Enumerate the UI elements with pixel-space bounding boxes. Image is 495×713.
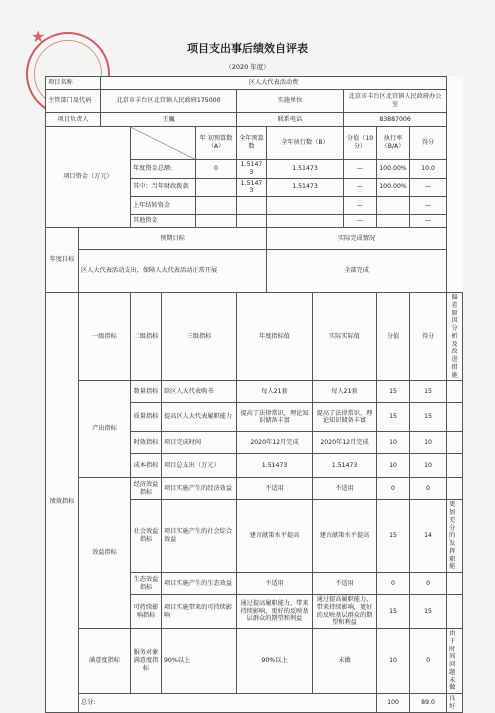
perf-target: 2020年12月完成 xyxy=(237,432,313,454)
perf-target: 提高了法律常识，理论知识储备丰富 xyxy=(237,403,313,432)
project-name-label: 项目名称 xyxy=(46,77,101,90)
funds-cell xyxy=(377,197,410,215)
total-grade: 良好 xyxy=(447,694,463,713)
dept-label: 主管部门及代码 xyxy=(46,90,101,113)
goals-actual-header: 实际完成情况 xyxy=(267,228,447,250)
perf-actual: 未做 xyxy=(313,629,377,694)
funds-cell xyxy=(237,215,267,228)
funds-cell: — xyxy=(344,215,377,228)
perf-max: 0 xyxy=(377,478,410,500)
perf-header-l1: 一级指标 xyxy=(79,293,131,381)
phone-value: 83887006 xyxy=(344,113,447,127)
perf-l1: 效益指标 xyxy=(79,478,131,629)
funds-row-label: 其中：当年财政拨款 xyxy=(131,178,196,197)
funds-row-label: 上年结转资金 xyxy=(131,197,196,215)
perf-l2: 数量指标 xyxy=(131,381,162,403)
funds-cell: 0 xyxy=(196,160,237,179)
perf-note: 更加充分的发挥职能 xyxy=(447,500,463,573)
perf-l2: 成本指标 xyxy=(131,454,162,478)
leader-value: 王巍 xyxy=(101,113,237,127)
page-title: 项目支出事后绩效自评表 xyxy=(187,42,308,55)
funds-cell xyxy=(377,215,410,228)
funds-cell: — xyxy=(344,197,377,215)
funds-cell: 100.00% xyxy=(377,178,410,197)
perf-l3: 提高区人大代表履职能力 xyxy=(162,403,237,432)
funds-row-label: 年度资金总额: xyxy=(131,160,196,179)
perf-target: 不适用 xyxy=(237,478,313,500)
leader-label: 项目负责人 xyxy=(46,113,101,127)
funds-header-exec: 全年执行数（B） xyxy=(267,127,344,160)
perf-header-max: 分值 xyxy=(377,293,410,381)
funds-row-label: 其他资金 xyxy=(131,215,196,228)
perf-score: 0 xyxy=(410,629,447,694)
perf-actual: 不适用 xyxy=(313,478,377,500)
funds-cell xyxy=(267,197,344,215)
funds-cell xyxy=(196,178,237,197)
funds-cell: — xyxy=(410,215,447,228)
perf-l1: 产出指标 xyxy=(79,381,131,478)
funds-cell: 1.51473 xyxy=(267,178,344,197)
perf-l2: 经济效益指标 xyxy=(131,478,162,500)
perf-max: 10 xyxy=(377,454,410,478)
perf-l2: 生态效益指标 xyxy=(131,573,162,595)
perf-l3: 项目完成时间 xyxy=(162,432,237,454)
perf-l2: 服务对象满意度指标 xyxy=(131,629,162,694)
total-max: 100 xyxy=(377,694,410,713)
perf-l1: 满意度指标 xyxy=(79,629,131,694)
funds-cell: — xyxy=(410,178,447,197)
perf-target: 通过提高履职能力，带来持续影响，更好的反映基层群众的期望和利益 xyxy=(237,595,313,629)
dept-value: 北京市丰台区北宫镇人民政府175000 xyxy=(101,90,237,113)
perf-note xyxy=(447,573,463,595)
perf-actual: 每人21套 xyxy=(313,381,377,403)
funds-cell: — xyxy=(344,178,377,197)
perf-l3: 项目总支出（万元） xyxy=(162,454,237,478)
total-score: 89.0 xyxy=(410,694,447,713)
perf-actual: 通过提高履职能力，带来持续影响，更好的反映基层群众的期望和利益 xyxy=(313,595,377,629)
perf-max: 15 xyxy=(377,403,410,432)
funds-cell: 1.51473 xyxy=(237,178,267,197)
perf-score: 15 xyxy=(410,403,447,432)
impl-label: 实施单位 xyxy=(237,90,344,113)
funds-header-initial: 年 初预算数（A） xyxy=(196,127,237,160)
perf-l3: 90%以上 xyxy=(162,629,237,694)
funds-header-full: 全年预算数 xyxy=(237,127,267,160)
perf-note xyxy=(447,595,463,629)
total-label: 总分: xyxy=(79,694,377,713)
funds-header-max: 分值（10分） xyxy=(344,127,377,160)
perf-score: 10 xyxy=(410,454,447,478)
perf-header-l3: 三级指标 xyxy=(162,293,237,381)
perf-score: 0 xyxy=(410,478,447,500)
perf-l3: 项目实施产生的经济效益 xyxy=(162,478,237,500)
evaluation-table xyxy=(45,76,463,713)
perf-score: 10 xyxy=(410,432,447,454)
perf-target: 建言献策水平提高 xyxy=(237,500,313,573)
page-subtitle: （2020 年度） xyxy=(225,63,270,71)
funds-cell: 1.51473 xyxy=(267,160,344,179)
perf-max: 15 xyxy=(377,381,410,403)
goals-expected-value: 区人大代表活动支出，保障人大代表活动正常开展 xyxy=(79,250,267,293)
perf-l3: 给区人大代表购书 xyxy=(162,381,237,403)
perf-l2: 时效指标 xyxy=(131,432,162,454)
funds-cell: 10.0 xyxy=(410,160,447,179)
funds-cell xyxy=(237,197,267,215)
perf-note xyxy=(447,454,463,478)
perf-score: 15 xyxy=(410,381,447,403)
perf-score: 0 xyxy=(410,573,447,595)
perf-actual: 不适用 xyxy=(313,573,377,595)
perf-note xyxy=(447,478,463,500)
perf-target: 90%以上 xyxy=(237,629,313,694)
perf-actual: 建言献策水平提高 xyxy=(313,500,377,573)
seal-star-icon: ★ xyxy=(31,27,46,46)
perf-note xyxy=(447,432,463,454)
perf-score: 14 xyxy=(410,500,447,573)
funds-cell xyxy=(267,215,344,228)
funds-cell xyxy=(196,215,237,228)
funds-cell: — xyxy=(410,197,447,215)
funds-cell: — xyxy=(344,160,377,179)
perf-header-l2: 二级指标 xyxy=(131,293,162,381)
goals-actual-value: 全部完成 xyxy=(267,250,447,293)
perf-actual: 2020年12月完成 xyxy=(313,432,377,454)
perf-header-note: 偏差原因分析及改进措施 xyxy=(447,293,463,381)
perf-l2: 质量指标 xyxy=(131,403,162,432)
funds-label: 项目资金（万元） xyxy=(46,127,131,228)
perf-actual: 提高了法律常识，理论知识储备丰富 xyxy=(313,403,377,432)
perf-score: 15 xyxy=(410,595,447,629)
impl-value: 北京市丰台区北宫镇人民政府办公室 xyxy=(344,90,447,113)
goals-expected-header: 预期目标 xyxy=(79,228,267,250)
perf-l3: 项目实施带来的可持续影响 xyxy=(162,595,237,629)
perf-label: 绩效指标 xyxy=(46,293,79,713)
project-name-value: 区人大代表活动费 xyxy=(101,77,447,90)
perf-max: 10 xyxy=(377,629,410,694)
perf-max: 10 xyxy=(377,432,410,454)
perf-l2: 社会效益指标 xyxy=(131,500,162,573)
perf-note xyxy=(447,403,463,432)
perf-header-target: 年度指标值 xyxy=(237,293,313,381)
perf-header-actual: 实际实际值 xyxy=(313,293,377,381)
goals-label: 年度目标 xyxy=(46,228,79,293)
perf-actual: 1.51473 xyxy=(313,454,377,478)
funds-header-rate: 执行率（B/A） xyxy=(377,127,410,160)
funds-cell: 100.00% xyxy=(377,160,410,179)
perf-note xyxy=(447,381,463,403)
funds-header-diagonal xyxy=(131,127,196,160)
perf-max: 15 xyxy=(377,500,410,573)
perf-note: 由于时间问题未做 xyxy=(447,629,463,694)
perf-target: 每人21套 xyxy=(237,381,313,403)
funds-cell xyxy=(196,197,237,215)
funds-cell: 1.51473 xyxy=(237,160,267,179)
perf-max: 15 xyxy=(377,595,410,629)
perf-l3: 项目实施产生的社会综合效益 xyxy=(162,500,237,573)
perf-target: 1.51473 xyxy=(237,454,313,478)
perf-header-score: 得分 xyxy=(410,293,447,381)
perf-l2: 可持续影响指标 xyxy=(131,595,162,629)
perf-l3: 项目实施产生的生态效益 xyxy=(162,573,237,595)
perf-max: 0 xyxy=(377,573,410,595)
perf-target: 不适用 xyxy=(237,573,313,595)
phone-label: 联系电话 xyxy=(237,113,344,127)
funds-header-score: 得分 xyxy=(410,127,447,160)
